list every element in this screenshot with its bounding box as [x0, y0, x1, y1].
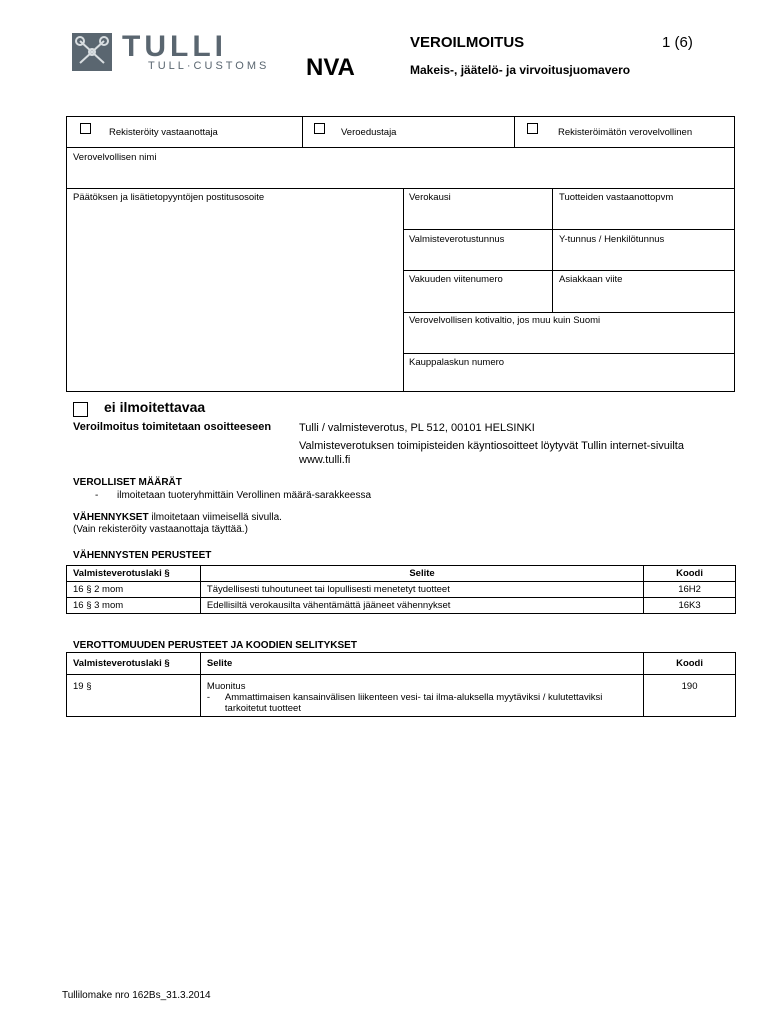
exemption-detail-line1: Ammattimaisen kansainvälisen liikenteen vesi- tai ilma-aluksella myytäviksi / kulutettaviksi — [224, 692, 603, 703]
cell-description — [200, 675, 643, 717]
submission-address: Tulli / valmisteverotus, PL 512, 00101 HELSINKI — [299, 422, 535, 434]
page-number: 1 (6) — [662, 34, 693, 51]
crossed-keys-icon — [72, 33, 112, 71]
checkbox-unregistered-taxpayer[interactable] — [527, 123, 538, 134]
customs-website-link[interactable]: www.tulli.fi — [299, 454, 351, 466]
field-customer-reference[interactable]: Asiakkaan viite — [559, 274, 623, 285]
section-tax-amounts-heading: VEROLLISET MÄÄRÄT — [73, 477, 182, 488]
table-row — [67, 675, 736, 717]
bullet-dash: - — [206, 692, 211, 703]
tax-amounts-instruction: ilmoitetaan tuoteryhmittäin Verollinen määrä-sarakkeessa — [117, 490, 372, 501]
column-header-code: Koodi — [644, 566, 736, 582]
customs-logo-emblem — [72, 33, 112, 71]
form-title: VEROILMOITUS — [410, 34, 525, 51]
deductions-text: ilmoitetaan viimeisellä sivulla. — [148, 512, 282, 523]
cell-law: 19 § — [67, 675, 201, 717]
field-guarantee-reference[interactable]: Vakuuden viitenumero — [409, 274, 503, 285]
column-header-law: Valmisteverotuslaki § — [67, 566, 201, 582]
checkbox-nothing-to-declare[interactable] — [73, 402, 88, 417]
cell-description: Edellisiltä verokausilta vähentämättä jääneet vähennykset — [200, 598, 643, 614]
column-header-law: Valmisteverotuslaki § — [67, 653, 201, 675]
label-tax-representative: Veroedustaja — [341, 127, 397, 138]
deduction-grounds-heading: VÄHENNYSTEN PERUSTEET — [73, 550, 212, 561]
exemption-grounds-heading: VEROTTOMUUDEN PERUSTEET JA KOODIEN SELITYKSET — [73, 640, 357, 651]
checkbox-registered-recipient[interactable] — [80, 123, 91, 134]
field-postal-address[interactable]: Päätöksen ja lisätietopyyntöjen postitusosoite — [73, 192, 265, 203]
deductions-note — [73, 512, 282, 523]
label-registered-recipient: Rekisteröity vastaanottaja — [109, 127, 218, 138]
bullet-dash: - — [95, 490, 99, 501]
column-header-code: Koodi — [644, 653, 736, 675]
logo-wordmark: TULLI — [122, 30, 227, 63]
field-business-id[interactable]: Y-tunnus / Henkilötunnus — [559, 234, 665, 245]
deduction-grounds-table — [66, 565, 736, 614]
cell-law: 16 § 2 mom — [67, 582, 201, 598]
form-subtitle: Makeis-, jäätelö- ja virvoitusjuomavero — [410, 63, 631, 77]
table-header-row — [67, 566, 736, 582]
form-footer-id: Tullilomake nro 162Bs_31.3.2014 — [62, 990, 211, 1001]
field-home-country[interactable]: Verovelvollisen kotivaltio, jos muu kuin Suomi — [409, 315, 601, 326]
table-row — [67, 598, 736, 614]
office-info-text: Valmisteverotuksen toimipisteiden käyntiosoitteet löytyvät Tullin internet-sivuilta — [299, 440, 684, 452]
field-excise-number[interactable]: Valmisteverotustunnus — [409, 234, 505, 245]
submission-address-label: Veroilmoitus toimitetaan osoitteeseen — [73, 421, 272, 433]
exemption-detail — [207, 692, 637, 714]
logo-subtitle: TULL·CUSTOMS — [148, 60, 270, 72]
cell-law: 16 § 3 mom — [67, 598, 201, 614]
label-nothing-to-declare: ei ilmoitettavaa — [104, 399, 206, 415]
deductions-heading: VÄHENNYKSET — [73, 512, 149, 523]
cell-code: 190 — [644, 675, 736, 717]
label-unregistered-taxpayer: Rekisteröimätön verovelvollinen — [558, 127, 693, 138]
field-taxpayer-name[interactable]: Verovelvollisen nimi — [73, 152, 157, 163]
table-row — [67, 582, 736, 598]
cell-code: 16K3 — [644, 598, 736, 614]
checkbox-tax-representative[interactable] — [314, 123, 325, 134]
exemption-detail-text — [225, 692, 603, 714]
exemption-grounds-table — [66, 652, 736, 717]
column-header-description: Selite — [200, 653, 643, 675]
table-header-row — [67, 653, 736, 675]
field-receipt-date[interactable]: Tuotteiden vastaanottopvm — [559, 192, 674, 203]
cell-description: Täydellisesti tuhoutuneet tai lopullisesti menetetyt tuotteet — [200, 582, 643, 598]
field-invoice-number[interactable]: Kauppalaskun numero — [409, 357, 505, 368]
deductions-note-2: (Vain rekisteröity vastaanottaja täyttää.) — [73, 524, 248, 535]
cell-code: 16H2 — [644, 582, 736, 598]
exemption-detail-line2: tarkoitetut tuotteet — [224, 703, 301, 714]
column-header-description: Selite — [200, 566, 643, 582]
exemption-title: Muonitus — [206, 681, 246, 692]
form-code: NVA — [306, 54, 355, 81]
field-tax-period[interactable]: Verokausi — [409, 192, 451, 203]
taxpayer-info-form — [66, 116, 735, 392]
